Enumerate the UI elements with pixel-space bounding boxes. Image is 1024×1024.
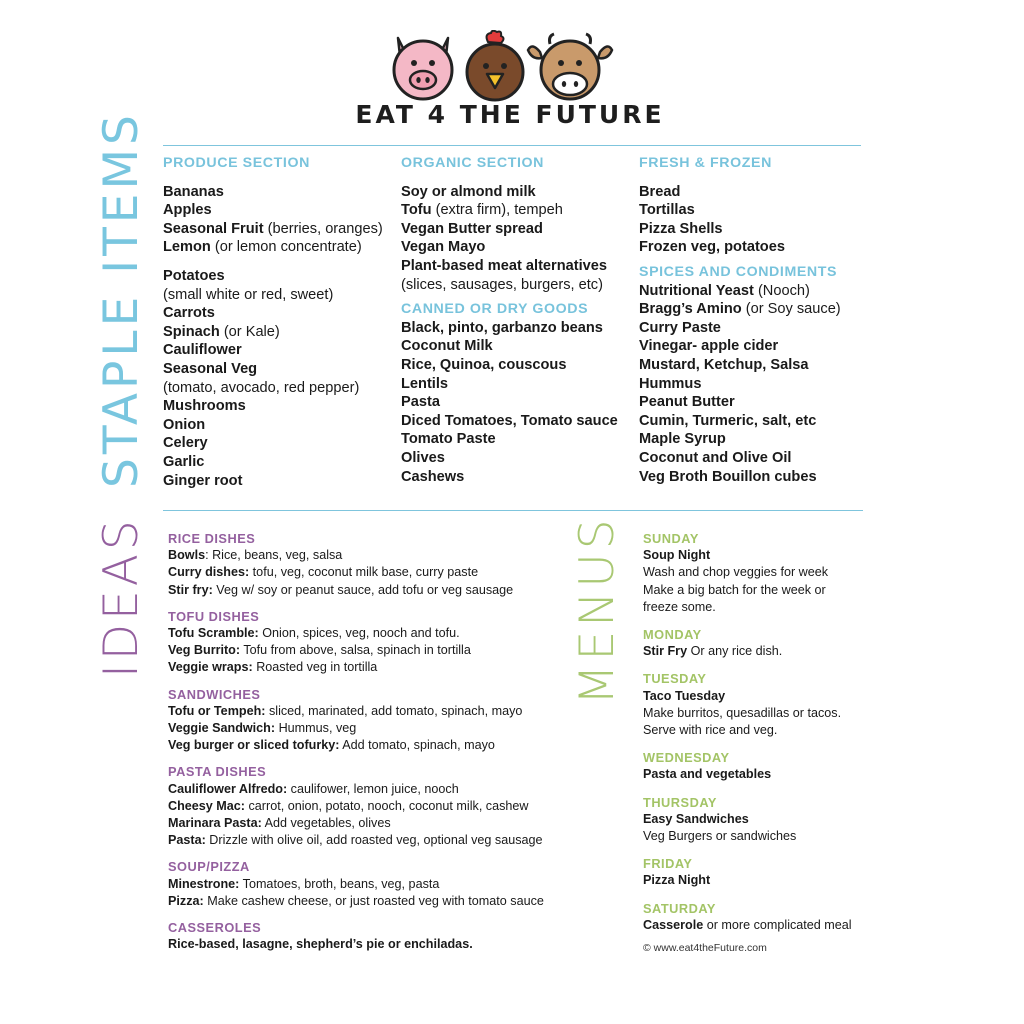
menus-line-text: Or any rice dish. [687,644,783,659]
list-item [639,183,874,202]
list-item [401,375,636,394]
list-item-text: (small white or red, sweet) [163,286,334,303]
list-item [163,341,398,360]
ideas-line-bold: Bowls [168,548,206,563]
ideas-line-text: carrot, onion, potato, nooch, coconut milk, cashew [245,798,529,813]
list-item-bold: Vegan Butter spread [401,220,543,237]
list-item-bold: Bananas [163,183,224,200]
menus-line [643,688,903,705]
list-item [639,220,874,239]
list-item-text: (slices, sausages, burgers, etc) [401,276,603,293]
list-item [401,276,636,295]
list-item [401,356,636,375]
ideas-heading: IDEAS [94,516,149,678]
list-item-bold: Coconut and Olive Oil [639,449,792,466]
menus-line [643,722,903,739]
ideas-line-bold: Pizza: [168,893,204,908]
list-item-bold: Cumin, Turmeric, salt, etc [639,412,817,429]
list-item-bold: Celery [163,435,208,452]
ideas-line [168,720,568,737]
list-item-bold: Seasonal Fruit [163,220,264,237]
ideas-line [168,642,568,659]
menus-line [643,582,903,599]
list-item-bold: Rice, Quinoa, couscous [401,356,567,373]
ideas-line-bold: Tofu or Tempeh: [168,703,266,718]
list-item-bold: Frozen veg, potatoes [639,239,785,256]
ideas-section-heading: SANDWICHES [168,686,261,702]
menus-line [643,766,903,783]
list-item-bold: Pasta [401,394,440,411]
fresh-column [639,154,874,486]
menus-heading: MENUS [570,515,625,705]
list-item [163,220,398,239]
list-item-text: (Nooch) [753,282,810,299]
chicken-icon [467,31,523,100]
ideas-line [168,893,568,910]
list-item [401,319,636,338]
menus-line [643,705,903,722]
ideas-line-text: sliced, marinated, add tomato, spinach, mayo [265,703,523,718]
list-item [163,416,398,435]
list-item [639,393,874,412]
menus-line [643,547,903,564]
list-item [401,393,636,412]
list-item-bold: Olives [401,449,445,466]
list-item-text: (or Soy sauce) [741,301,841,318]
menus-section-heading: SATURDAY [643,900,716,916]
pig-icon [394,38,452,99]
menus-line-bold: Stir Fry [643,644,688,659]
list-item-bold: Black, pinto, garbanzo beans [401,319,603,336]
ideas-line [168,781,568,798]
ideas-line-bold: Veggie wraps: [168,660,253,675]
menus-line-bold: Easy Sandwiches [643,811,749,826]
ideas-line-text: Tofu from above, salsa, spinach in tortilla [240,643,471,658]
list-item [163,323,398,342]
ideas-line-text: Onion, spices, veg, nooch and tofu. [258,626,460,641]
ideas-line [168,703,568,720]
menus-section-heading: MONDAY [643,627,702,643]
organic-heading: ORGANIC SECTION [401,155,544,171]
list-item-bold: Vinegar- apple cider [639,338,779,355]
logo-animals [390,30,622,106]
menus-line-text: freeze some. [643,599,716,614]
list-item [401,412,636,431]
ideas-line-bold: Veg burger or sliced tofurky: [168,738,340,753]
list-item [639,238,874,257]
list-item-bold: Diced Tomatoes, Tomato sauce [401,412,618,429]
menus-section-heading: SUNDAY [643,531,699,546]
ideas-section-heading: TOFU DISHES [168,608,260,624]
ideas-line-text: : Rice, beans, veg, salsa [205,548,343,563]
menus-line [643,872,903,889]
menus-line-bold: Pasta and vegetables [643,767,772,782]
organic-column [401,154,636,486]
menus-line [643,564,903,581]
list-item-text: (berries, oranges) [263,220,383,237]
ideas-line-text: caulifower, lemon juice, nooch [287,781,459,796]
ideas-section-heading: CASSEROLES [168,920,262,936]
spices-list [639,282,874,487]
fresh-list [639,183,874,257]
list-item [163,238,398,257]
list-item-bold: Soy or almond milk [401,183,536,200]
produce-group-2 [163,267,398,490]
list-item [639,201,874,220]
list-item-text: (or lemon concentrate) [210,239,362,256]
list-item [401,430,636,449]
ideas-line-text: Add vegetables, olives [261,816,391,831]
produce-column [163,154,398,490]
menus-section [643,530,903,934]
list-item [639,300,874,319]
list-item [639,319,874,338]
list-item-bold: Cauliflower [163,342,242,359]
list-item [163,397,398,416]
ideas-section [168,530,568,953]
list-item [163,201,398,220]
list-item-bold: Veg Broth Bouillon cubes [639,468,817,485]
list-item-bold: Hummus [639,375,702,392]
ideas-line [168,815,568,832]
organic-list [401,183,636,295]
ideas-line [168,737,568,754]
list-item [639,449,874,468]
list-item-bold: Lemon [163,239,211,256]
list-item [163,434,398,453]
list-item [401,183,636,202]
ideas-section-heading: PASTA DISHES [168,764,267,780]
list-item [639,430,874,449]
list-item-bold: Pizza Shells [639,220,723,237]
list-item [163,379,398,398]
copyright-text: © www.eat4theFuture.com [643,942,767,954]
list-item [163,267,398,286]
menus-line-text: Wash and chop veggies for week [643,565,829,580]
ideas-line-bold: Tofu Scramble: [168,626,259,641]
list-item [163,183,398,202]
brand-title: EAT 4 THE FUTURE [355,100,665,129]
produce-heading: PRODUCE SECTION [163,155,310,171]
menus-line [643,599,903,616]
ideas-line-bold: Stir fry: [168,582,213,597]
ideas-line [168,625,568,642]
ideas-line-text: Add tomato, spinach, mayo [339,738,495,753]
menus-line [643,917,903,934]
list-item-bold: Garlic [163,453,205,470]
list-item-bold: Vegan Mayo [401,239,486,256]
menus-line-bold: Taco Tuesday [643,688,726,703]
list-item [163,472,398,491]
menus-section-heading: THURSDAY [643,794,717,810]
spices-heading: SPICES AND CONDIMENTS [639,263,838,280]
list-item-bold: Apples [163,202,212,219]
list-item [401,201,636,220]
ideas-line [168,876,568,893]
list-item [401,238,636,257]
list-item-bold: Mushrooms [163,398,246,415]
menus-line-text: Serve with rice and veg. [643,723,778,738]
list-item [639,375,874,394]
list-item-bold: Bragg’s Amino [639,301,742,318]
list-item-text: (tomato, avocado, red pepper) [163,379,360,396]
ideas-line [168,798,568,815]
ideas-line-text: Roasted veg in tortilla [252,660,378,675]
ideas-line-bold: Cheesy Mac: [168,798,245,813]
list-item-bold: Tofu [401,202,432,219]
list-item [401,257,636,276]
ideas-line [168,936,568,953]
menus-line-text: or more complicated meal [703,917,852,932]
ideas-line-bold: Cauliflower Alfredo: [168,781,288,796]
ideas-section-heading: SOUP/PIZZA [168,859,250,875]
list-item-bold: Curry Paste [639,319,721,336]
list-item [639,412,874,431]
list-item-bold: Peanut Butter [639,394,735,411]
fresh-heading: FRESH & FROZEN [639,155,772,171]
menus-line [643,828,903,845]
list-item-text: (extra firm), tempeh [431,202,563,219]
list-item-bold: Onion [163,416,206,433]
staple-items-heading: STAPLE ITEMS [94,111,149,488]
list-item [639,468,874,487]
list-item [163,304,398,323]
ideas-line-bold: Rice-based, lasagne, shepherd’s pie or enchiladas. [168,937,473,952]
ideas-line-text: Veg w/ soy or peanut sauce, add tofu or veg sausage [212,582,514,597]
ideas-line-bold: Minestrone: [168,876,240,891]
ideas-line-bold: Marinara Pasta: [168,816,262,831]
list-item [401,220,636,239]
produce-group-1 [163,183,398,257]
menus-line-text: Veg Burgers or sandwiches [643,829,797,844]
menus-section-heading: WEDNESDAY [643,750,730,766]
menus-line-bold: Soup Night [643,548,711,563]
ideas-line [168,582,568,599]
list-item [401,468,636,487]
menus-section-heading: TUESDAY [643,671,707,687]
list-item-bold: Ginger root [163,472,243,489]
cow-icon [528,34,612,99]
menus-line [643,643,903,660]
list-item-bold: Tomato Paste [401,431,496,448]
list-item-bold: Seasonal Veg [163,360,258,377]
ideas-line-text: Drizzle with olive oil, add roasted veg, optional veg sausage [205,833,543,848]
list-item-bold: Lentils [401,375,449,392]
list-item-bold: Tortillas [639,202,695,219]
ideas-line-text: Make cashew cheese, or just roasted veg with tomato sauce [203,893,544,908]
menus-line-bold: Casserole [643,917,704,932]
list-item-bold: Maple Syrup [639,431,726,448]
list-item-bold: Nutritional Yeast [639,282,754,299]
ideas-line-bold: Veggie Sandwich: [168,721,276,736]
menus-line-text: Make burritos, quesadillas or tacos. [643,705,842,720]
menus-line-bold: Pizza Night [643,873,711,888]
ideas-line [168,659,568,676]
list-item [639,337,874,356]
ideas-line-text: Hummus, veg [275,721,357,736]
list-item-bold: Bread [639,183,681,200]
list-item [401,337,636,356]
list-item-bold: Carrots [163,305,215,322]
list-item-bold: Coconut Milk [401,338,493,355]
canned-heading: CANNED OR DRY GOODS [401,301,589,318]
list-item [401,449,636,468]
list-item-text: (or Kale) [219,323,280,340]
middle-divider [163,510,863,511]
ideas-line [168,547,568,564]
menus-line-text: Make a big batch for the week or [643,582,826,597]
list-item-bold: Potatoes [163,267,225,284]
ideas-section-heading: RICE DISHES [168,531,256,546]
ideas-line [168,832,568,849]
list-item [163,453,398,472]
ideas-line-bold: Curry dishes: [168,565,250,580]
list-item-bold: Cashews [401,468,465,485]
ideas-line-bold: Pasta: [168,833,206,848]
list-item [639,356,874,375]
ideas-line-text: tofu, veg, coconut milk base, curry paste [249,565,479,580]
ideas-line [168,564,568,581]
top-divider [163,145,861,146]
list-item [163,286,398,305]
canned-list [401,319,636,486]
list-item [639,282,874,301]
menus-section-heading: FRIDAY [643,856,693,872]
list-item-bold: Plant-based meat alternatives [401,257,608,274]
ideas-line-bold: Veg Burrito: [168,643,241,658]
list-item [163,360,398,379]
ideas-line-text: Tomatoes, broth, beans, veg, pasta [239,876,440,891]
menus-line [643,811,903,828]
list-item-bold: Mustard, Ketchup, Salsa [639,356,809,373]
list-item-bold: Spinach [163,323,220,340]
